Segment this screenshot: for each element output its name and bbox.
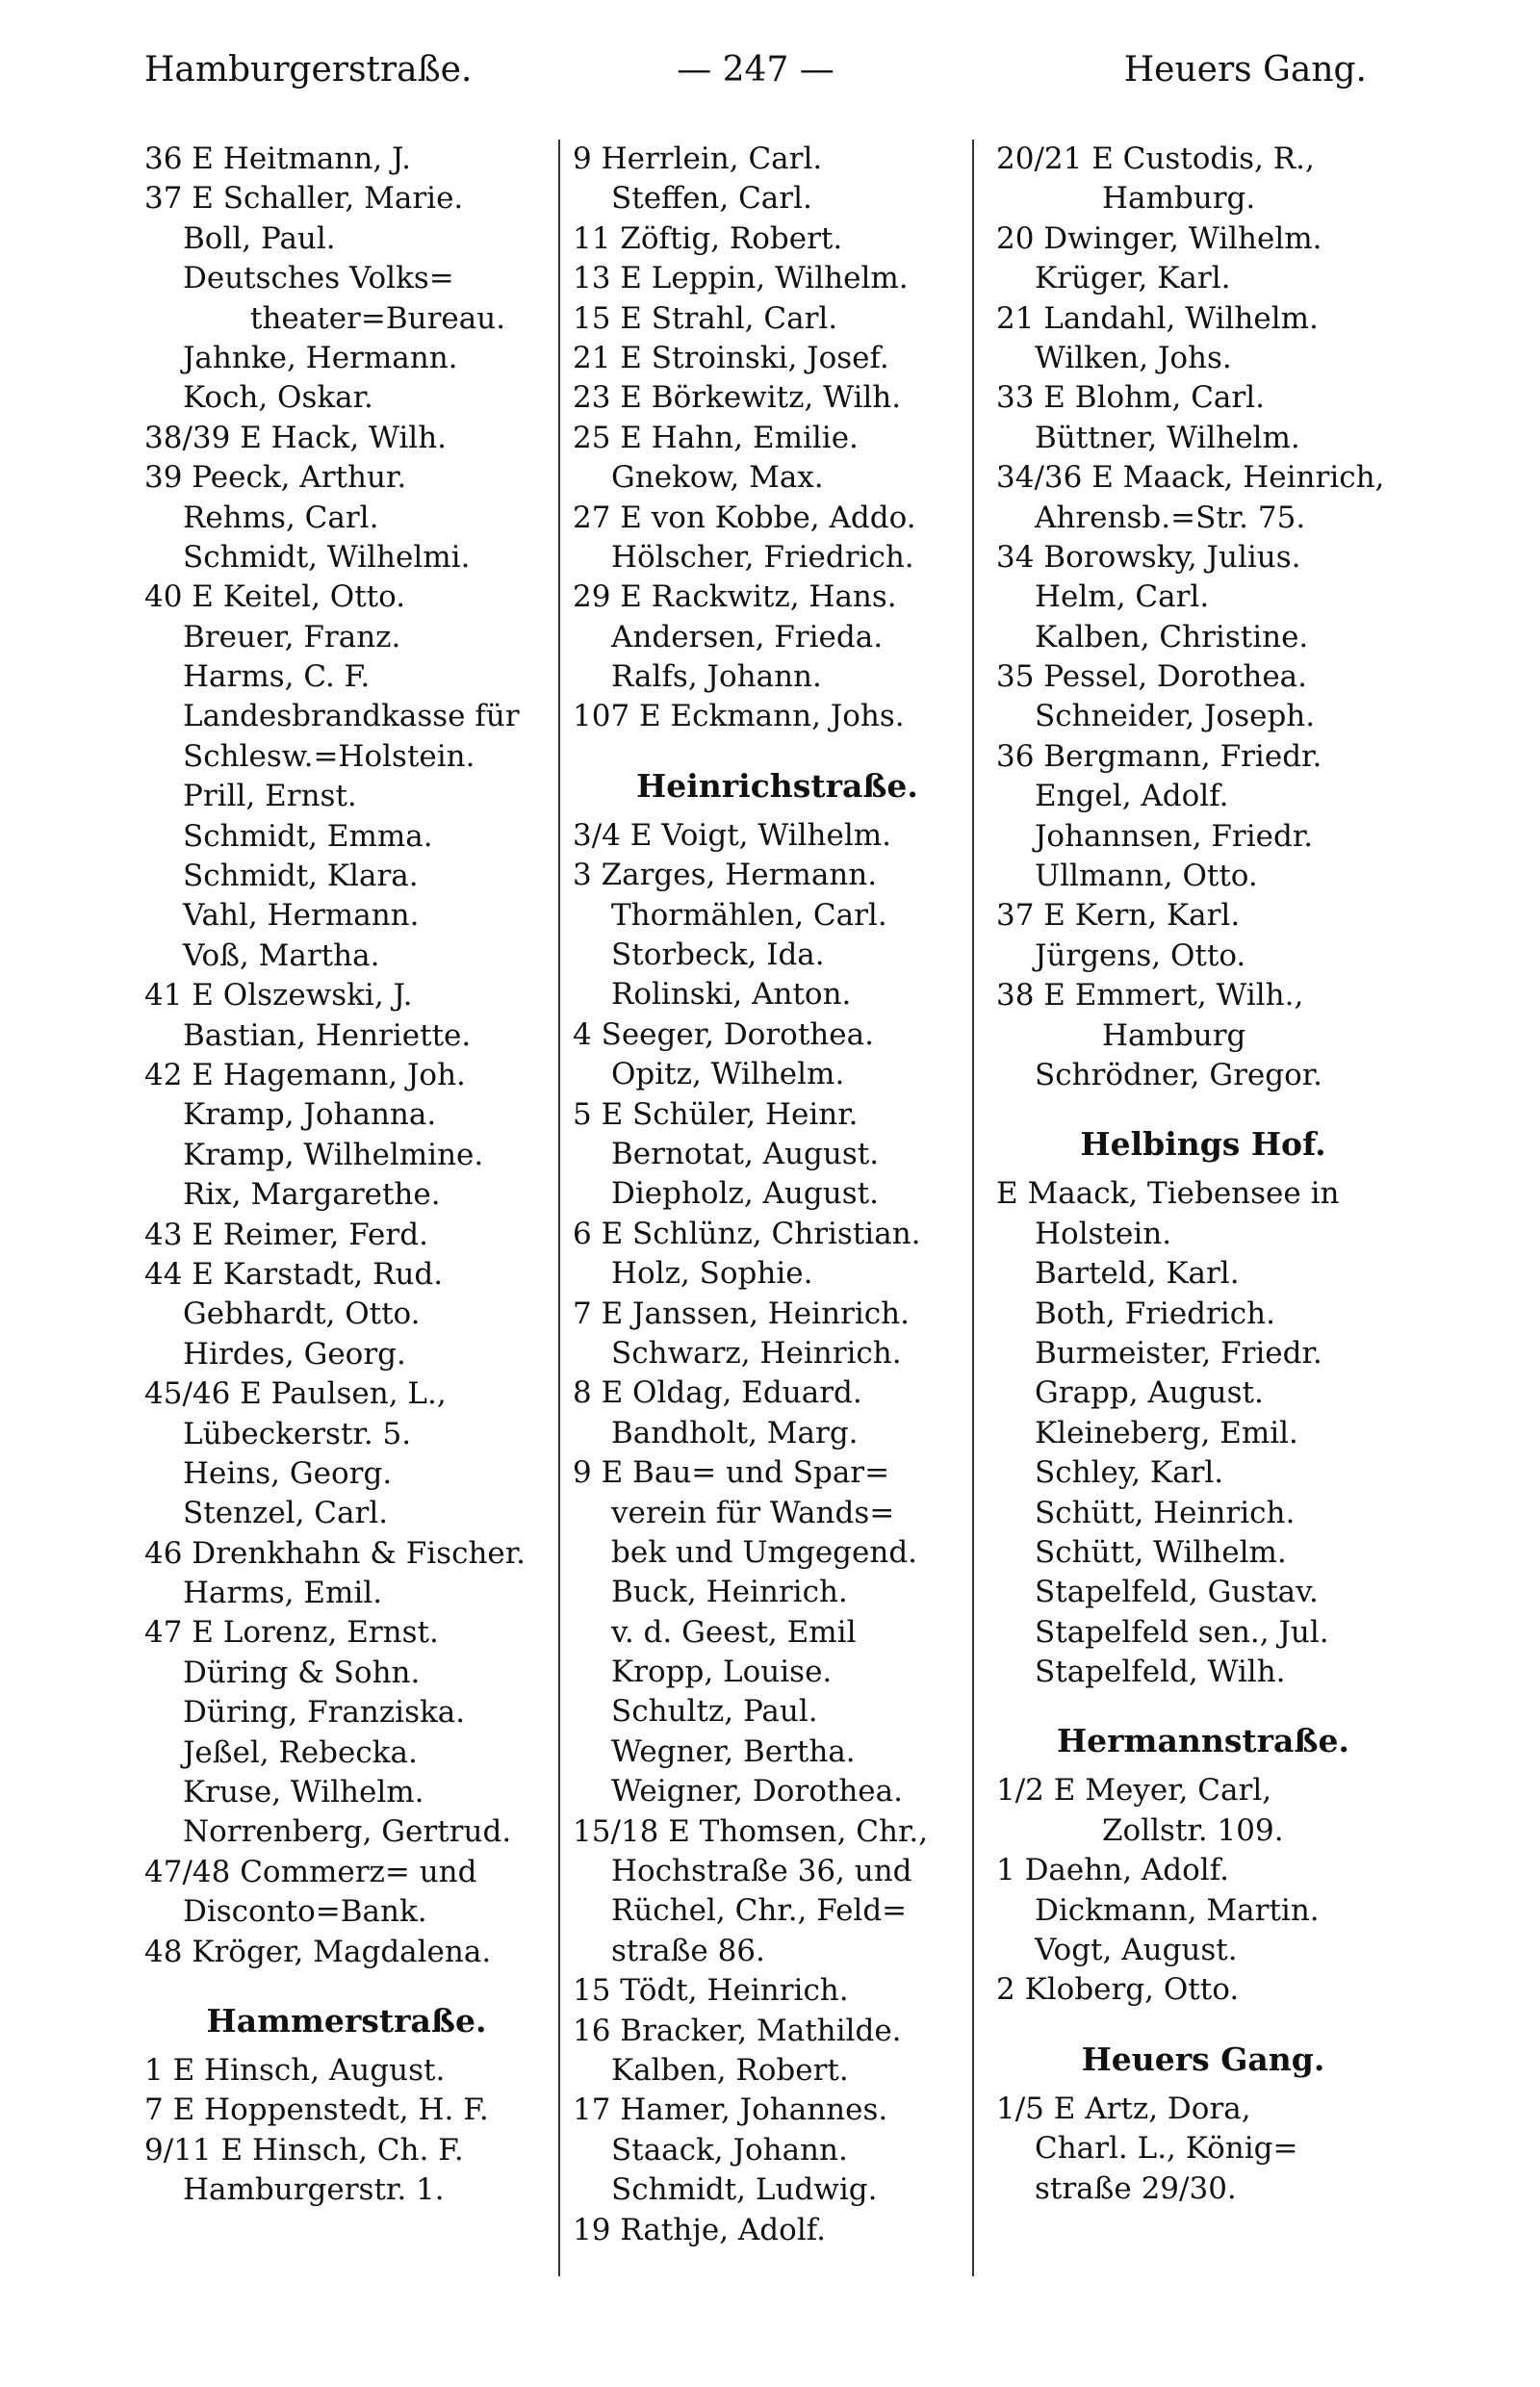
directory-entry: 1 E Hinsch, August. [144,2052,446,2088]
directory-entry: 41 E Olszewski, J. [144,978,413,1014]
directory-entry: 15 Tödt, Heinrich. [573,1973,849,2009]
directory-entry: straße 29/30. [1035,2170,1237,2206]
directory-entry: Charl. L., König= [1035,2131,1298,2167]
directory-entry: 9 Herrlein, Carl. [573,141,823,176]
directory-entry: Norrenberg, Gertrud. [183,1814,512,1850]
directory-entry: Voß, Martha. [183,937,380,973]
directory-entry: straße 86. [611,1933,765,1968]
directory-entry: Weigner, Dorothea. [611,1774,903,1810]
directory-entry: 36 E Heitmann, J. [144,141,411,176]
directory-entry: 27 E von Kobbe, Addo. [573,500,916,535]
directory-entry: 15/18 E Thomsen, Chr., [573,1813,929,1849]
directory-entry: Schmidt, Wilhelmi. [183,539,471,575]
directory-entry: Rolinski, Anton. [611,977,852,1013]
directory-entry: 3/4 E Voigt, Wilhelm. [573,817,891,853]
header-left: Hamburgerstraße. [144,49,473,90]
directory-entry: 23 E Börkewitz, Wilh. [573,380,902,416]
directory-entry: Kalben, Christine. [1035,619,1309,654]
directory-entry: Thormählen, Carl. [611,897,887,933]
directory-entry: Staack, Johann. [611,2132,848,2168]
directory-entry: Bernotat, August. [611,1136,880,1171]
directory-entry: 15 E Strahl, Carl. [573,300,838,336]
directory-entry: Both, Friedrich. [1035,1296,1275,1331]
directory-entry: Jahnke, Hermann. [183,340,458,375]
directory-entry: Burmeister, Friedr. [1035,1335,1322,1371]
directory-entry: Grapp, August. [1035,1375,1264,1411]
directory-entry: Diepholz, August. [611,1176,879,1212]
header-right: Heuers Gang. [1123,49,1367,90]
directory-entry: Zollstr. 109. [1102,1812,1284,1848]
directory-entry: Harms, Emil. [183,1576,383,1611]
directory-entry: Heins, Georg. [183,1455,393,1491]
directory-entry: Vogt, August. [1035,1933,1238,1968]
directory-entry: Gebhardt, Otto. [183,1296,421,1332]
spacer [996,1692,1410,1711]
column-divider-1 [558,140,560,2276]
directory-entry: Holz, Sophie. [611,1256,813,1292]
directory-entry: 9/11 E Hinsch, Ch. F. [144,2132,464,2168]
directory-entry: 42 E Hagemann, Joh. [144,1057,466,1092]
directory-entry: Düring & Sohn. [183,1655,421,1690]
street-heading: Heinrichstraße. [636,766,918,805]
directory-entry: 20 Dwinger, Wilhelm. [996,220,1322,256]
directory-entry: Steffen, Carl. [611,181,812,217]
directory-entry: Harms, C. F. [183,659,371,695]
directory-entry: 6 E Schlünz, Christian. [573,1216,921,1251]
directory-entry: Kruse, Wilhelm. [183,1775,424,1810]
directory-entry: Stenzel, Carl. [183,1496,389,1531]
street-heading: Helbings Hof. [1080,1125,1326,1164]
directory-entry: 4 Seeger, Dorothea. [573,1016,874,1052]
column-1 [144,140,549,2211]
spacer [573,737,982,757]
directory-entry: verein für Wands= [611,1495,895,1530]
directory-entry: 47/48 Commerz= und [144,1854,477,1889]
directory-entry: 7 E Hoppenstedt, H. F. [144,2092,489,2128]
directory-entry: Hamburg [1102,1017,1246,1053]
directory-entry: Breuer, Franz. [183,619,401,654]
directory-entry: Krüger, Karl. [1035,261,1231,296]
directory-entry: Ralfs, Johann. [611,659,822,695]
directory-entry: 48 Kröger, Magdalena. [144,1934,492,1969]
directory-entry: Kramp, Wilhelmine. [183,1137,484,1172]
directory-entry: bek und Umgegend. [611,1534,918,1570]
directory-entry: 46 Drenkhahn & Fischer. [144,1535,526,1571]
directory-entry: Gnekow, Max. [611,460,824,496]
directory-entry: Wilken, Johs. [1035,340,1232,375]
directory-entry: Hölscher, Friedrich. [611,539,914,575]
directory-entry: Stapelfeld, Wilh. [1035,1655,1286,1690]
directory-entry: 8 E Oldag, Eduard. [573,1375,862,1411]
directory-entry: Hirdes, Georg. [183,1336,406,1372]
directory-entry: Boll, Paul. [183,220,336,256]
directory-entry: v. d. Geest, Emil [611,1614,857,1650]
directory-entry: Disconto=Bank. [183,1894,427,1930]
directory-entry: 1/5 E Artz, Dora, [996,2091,1251,2126]
directory-entry: Rehms, Carl. [183,500,379,535]
directory-entry: Bandholt, Marg. [611,1415,859,1450]
directory-entry: Hamburg. [1102,181,1256,217]
street-heading: Heuers Gang. [1081,2040,1325,2078]
directory-entry: 33 E Blohm, Carl. [996,380,1265,416]
directory-entry: Büttner, Wilhelm. [1035,420,1300,455]
directory-entry: Andersen, Frieda. [611,619,884,654]
directory-entry: 43 E Reimer, Ferd. [144,1217,428,1252]
directory-entry: Kropp, Louise. [611,1655,833,1690]
directory-entry: 25 E Hahn, Emilie. [573,420,859,455]
directory-entry: Stapelfeld, Gustav. [1035,1575,1319,1610]
directory-entry: Ahrensb.=Str. 75. [1035,500,1306,535]
directory-entry: Opitz, Wilhelm. [611,1057,845,1092]
directory-entry: 11 Zöftig, Robert. [573,220,843,256]
directory-entry: 34 Borowsky, Julius. [996,539,1301,575]
directory-entry: 9 E Bau= und Spar= [573,1455,890,1491]
directory-entry: 40 E Keitel, Otto. [144,579,406,615]
directory-entry: 29 E Rackwitz, Hans. [573,579,897,615]
directory-entry: Barteld, Karl. [1035,1256,1240,1292]
directory-entry: 38 E Emmert, Wilh., [996,978,1304,1014]
directory-entry: Lübeckerstr. 5. [183,1416,412,1451]
directory-entry: Kleineberg, Emil. [1035,1415,1298,1450]
directory-entry: Landesbrandkasse für [183,699,520,734]
directory-entry: 39 Peeck, Arthur. [144,460,407,496]
column-2 [573,140,982,2250]
street-heading: Hermannstraße. [1057,1722,1349,1760]
directory-entry: 37 E Kern, Karl. [996,898,1241,934]
directory-entry: Engel, Adolf. [1035,779,1229,814]
directory-entry: 2 Kloberg, Otto. [996,1972,1240,2008]
directory-entry: 3 Zarges, Hermann. [573,858,878,893]
directory-entry: Deutsches Volks= [183,261,454,296]
directory-entry: Helm, Carl. [1035,579,1210,615]
page-header [144,40,1367,98]
directory-entry: 5 E Schüler, Heinr. [573,1096,859,1132]
directory-entry: 17 Hamer, Johannes. [573,2092,888,2128]
directory-entry: 34/36 E Maack, Heinrich, [996,460,1385,496]
directory-entry: 37 E Schaller, Marie. [144,181,464,217]
directory-entry: Schmidt, Ludwig. [611,2172,878,2208]
directory-entry: Kalben, Robert. [611,2052,849,2088]
directory-entry: Storbeck, Ida. [611,937,825,973]
directory-entry: Prill, Ernst. [183,779,357,814]
directory-entry: Kramp, Johanna. [183,1097,437,1133]
directory-entry: 20/21 E Custodis, R., [996,141,1315,176]
directory-entry: 35 Pessel, Dorothea. [996,659,1308,695]
directory-entry: Düring, Franziska. [183,1695,466,1731]
directory-entry: 19 Rathje, Adolf. [573,2212,826,2247]
directory-entry: Rix, Margarethe. [183,1177,441,1213]
directory-entry: Hamburgerstr. 1. [183,2172,445,2208]
directory-entry: 45/46 E Paulsen, L., [144,1376,447,1412]
directory-entry: Johannsen, Friedr. [1035,818,1314,854]
directory-entry: 44 E Karstadt, Rud. [144,1256,444,1292]
directory-entry: 13 E Leppin, Wilhelm. [573,261,909,296]
spacer [144,1972,549,1991]
directory-entry: Schultz, Paul. [611,1694,818,1730]
directory-entry: 21 Landahl, Wilhelm. [996,300,1319,336]
directory-entry: E Maack, Tiebensee in [996,1176,1340,1212]
directory-entry: 1 Daehn, Adolf. [996,1853,1229,1888]
directory-entry: 21 E Stroinski, Josef. [573,340,889,375]
directory-entry: Dickmann, Martin. [1035,1892,1320,1928]
directory-entry: Jürgens, Otto. [1035,937,1246,973]
spacer [996,1095,1410,1115]
directory-entry: 16 Bracker, Mathilde. [573,2013,902,2048]
directory-entry: Holstein. [1035,1216,1172,1251]
directory-entry: 47 E Lorenz, Ernst. [144,1615,439,1651]
directory-entry: Wegner, Bertha. [611,1733,856,1769]
directory-entry: Koch, Oskar. [183,380,373,416]
directory-entry: Schley, Karl. [1035,1455,1224,1491]
directory-entry: 36 Bergmann, Friedr. [996,738,1322,774]
directory-entry: Schneider, Joseph. [1035,699,1316,734]
directory-entry: 107 E Eckmann, Johs. [573,699,905,734]
directory-entry: Hochstraße 36, und [611,1854,912,1889]
directory-entry: Vahl, Hermann. [183,898,420,934]
directory-entry: 7 E Janssen, Heinrich. [573,1296,910,1331]
directory-entry: Ullmann, Otto. [1035,859,1258,894]
directory-entry: Jeßel, Rebecka. [183,1734,418,1770]
directory-entry: Buck, Heinrich. [611,1575,848,1610]
street-heading: Hammerstraße. [206,2001,487,2040]
directory-entry: Schmidt, Emma. [183,818,433,854]
directory-entry: 1/2 E Meyer, Carl, [996,1773,1272,1809]
directory-entry: Schütt, Heinrich. [1035,1495,1296,1530]
directory-entry: Bastian, Henriette. [183,1017,472,1053]
page-number: — 247 — [677,49,834,90]
column-divider-2 [972,140,974,2276]
column-3 [996,140,1410,2209]
directory-entry: Schlesw.=Holstein. [183,738,475,774]
directory-entry: Schütt, Wilhelm. [1035,1534,1287,1570]
directory-entry: 38/39 E Hack, Wilh. [144,420,448,455]
directory-entry: Schmidt, Klara. [183,859,419,894]
directory-entry: Schrödner, Gregor. [1035,1057,1323,1092]
directory-entry: Stapelfeld sen., Jul. [1035,1614,1329,1650]
directory-entry: Schwarz, Heinrich. [611,1335,902,1371]
directory-entry: theater=Bureau. [250,300,506,336]
spacer [996,2011,1410,2030]
directory-entry: Rüchel, Chr., Feld= [611,1893,908,1929]
